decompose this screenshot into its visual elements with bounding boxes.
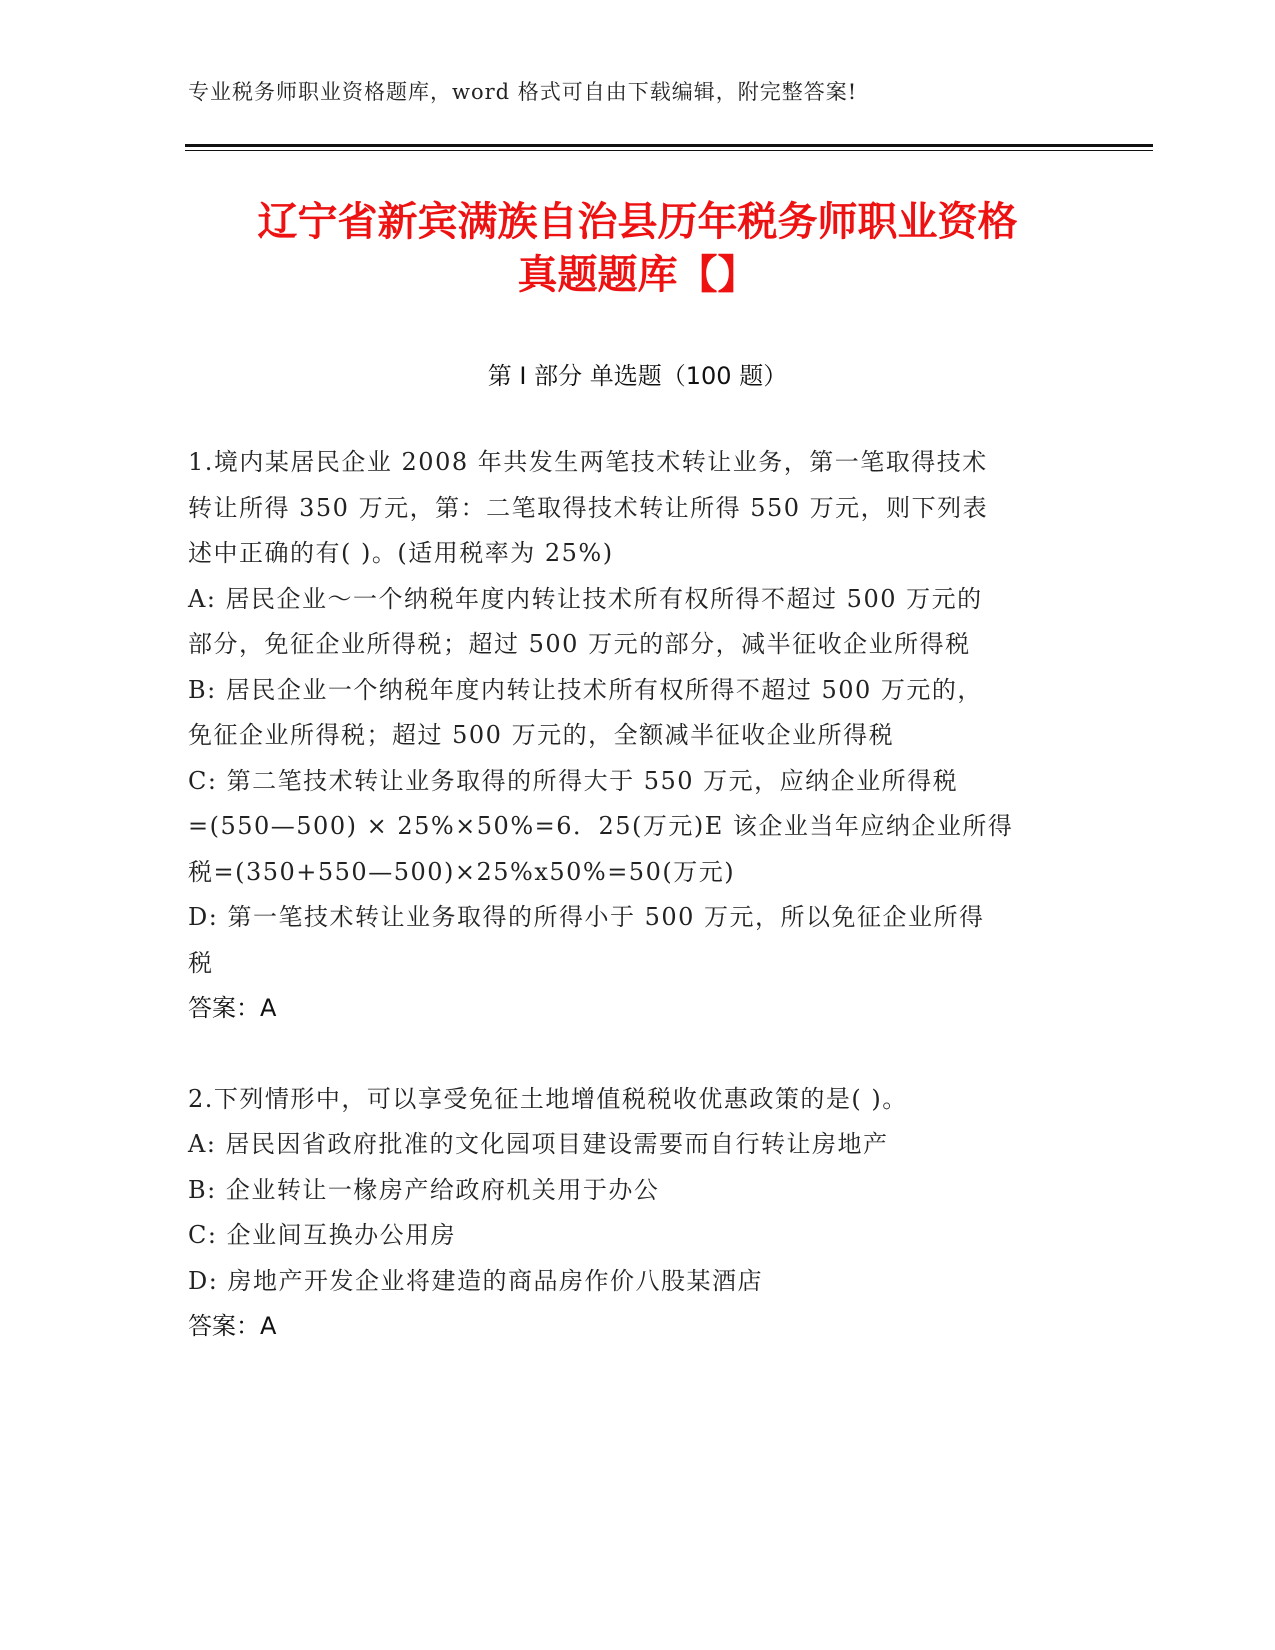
option-c-line: C: 第二笔技术转让业务取得的所得大于 550 万元，应纳企业所得税	[188, 766, 959, 795]
option-d-line: 税	[188, 948, 214, 977]
header-divider-thick	[185, 144, 1153, 147]
option-d-line: D: 第一笔技术转让业务取得的所得小于 500 万元，所以免征企业所得	[188, 903, 985, 931]
question-list	[188, 440, 1088, 1350]
question-1	[188, 440, 1088, 1032]
option-a-line: A: 居民因省政府批准的文化园项目建设需要而自行转让房地产	[188, 1130, 889, 1158]
question-text-line: 转让所得 350 万元，第：二笔取得技术转让所得 550 万元，则下列表	[188, 493, 989, 522]
question-2	[188, 1077, 1088, 1350]
option-c-line: 税=(350+550—500)×25%x50%=50(万元)	[188, 857, 736, 886]
option-c-line: C: 企业间互换办公用房	[188, 1221, 457, 1249]
document-title-line-2: 真题题库【】	[517, 252, 758, 298]
page-header-note: 专业税务师职业资格题库，word 格式可自由下载编辑，附完整答案!	[188, 80, 858, 104]
option-b-line: 免征企业所得税；超过 500 万元的，全额减半征收企业所得税	[188, 721, 895, 749]
option-a-line: A: 居民企业～一个纳税年度内转让技术所有权所得不超过 500 万元的	[188, 584, 983, 613]
option-c-line: =(550—500) × 25%×50%=6．25(万元)E 该企业当年应纳企业所得	[188, 812, 1014, 840]
answer-label: 答案：A	[188, 1312, 277, 1340]
option-b-line: B: 企业转让一椽房产给政府机关用于办公	[188, 1175, 660, 1204]
option-b-line: B: 居民企业一个纳税年度内转让技术所有权所得不超过 500 万元的，	[188, 675, 983, 704]
header-divider-thin	[185, 150, 1153, 151]
option-d-line: D: 房地产开发企业将建造的商品房作价八股某酒店	[188, 1266, 763, 1295]
question-text-line: 1.境内某居民企业 2008 年共发生两笔技术转让业务，第一笔取得技术	[188, 448, 988, 476]
answer-label: 答案：A	[188, 994, 277, 1022]
question-text-line: 2.下列情形中，可以享受免征土地增值税税收优惠政策的是( )。	[188, 1084, 908, 1113]
section-heading: 第 I 部分 单选题（100 题）	[487, 362, 788, 390]
document-title-line-1: 辽宁省新宾满族自治县历年税务师职业资格	[257, 199, 1018, 245]
question-text-line: 述中正确的有( )。(适用税率为 25%)	[188, 539, 614, 567]
option-a-line: 部分，免征企业所得税；超过 500 万元的部分，减半征收企业所得税	[188, 630, 971, 658]
document-title	[150, 196, 1125, 302]
